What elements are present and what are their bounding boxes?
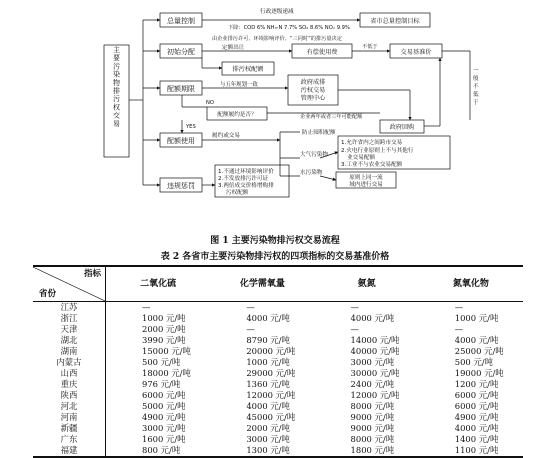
enough-label: 配额履约是否？ — [217, 112, 257, 118]
root-char: 污 — [113, 62, 120, 71]
value-cell: 800 元/吨 — [106, 445, 211, 457]
value-cell: — — [454, 302, 464, 313]
root-label — [113, 45, 120, 128]
value-cell: 1000 元/吨 — [142, 313, 186, 324]
corner-top-label: 指标 — [83, 269, 101, 279]
gov-center-line: 污权交易 — [300, 87, 326, 94]
price-table — [33, 265, 523, 458]
table-row — [33, 434, 523, 445]
value-cell: — — [454, 324, 464, 335]
paid-label: 有偿使用费 — [306, 49, 338, 56]
table-row — [33, 445, 523, 457]
province-cell: 河南 — [33, 412, 106, 423]
side-char: 于 — [473, 100, 479, 106]
trade-base-label: 交易基准价 — [400, 49, 432, 56]
value-cell: 29000 元/吨 — [246, 368, 296, 379]
value-cell: — — [350, 302, 359, 313]
col-header: 二氧化硫 — [106, 266, 211, 302]
value-cell: 4900 元/吨 — [454, 412, 499, 423]
col-header: 化学需氧量 — [210, 266, 314, 302]
root-char: 污 — [113, 95, 120, 104]
value-cell: 1600 元/吨 — [142, 434, 186, 445]
same-basin-2: 域内进行交易 — [349, 182, 383, 188]
table-caption: 表 2 各省市主要污染物排污权的四项指标的交易基准价格 — [160, 252, 390, 262]
table-header-row — [33, 266, 523, 302]
value-cell: 12000 元/吨 — [246, 390, 296, 401]
admin-text: 行政逐级递减 — [260, 9, 294, 15]
root-char: 权 — [113, 103, 120, 112]
same-basin-1: 原则上同一流 — [349, 175, 383, 181]
root-char: 物 — [113, 78, 120, 87]
value-cell: 9000 元/吨 — [350, 423, 395, 434]
cross-rule-2b: 业交易配额 — [347, 155, 375, 161]
province-cell: 山西 — [33, 368, 106, 379]
penalty-2: 2.不发放排污许可证 — [218, 176, 269, 182]
province-cell: 广东 — [33, 434, 106, 445]
province-cell: 天津 — [33, 324, 106, 335]
penalty-1: 1.不通过环境影响评价 — [218, 169, 274, 175]
value-cell: 3000 元/吨 — [246, 434, 290, 445]
value-cell: 14000 元/吨 — [350, 335, 400, 346]
value-cell: 3000 元/吨 — [142, 423, 186, 434]
figure-caption: 图 1 主要污染物排污权交易流程 — [210, 236, 340, 246]
value-cell: 20000 元/吨 — [246, 346, 296, 357]
cross-rule-1: 1.允许省内之间跨市交易 — [341, 140, 403, 146]
value-cell: 3990 元/吨 — [142, 335, 186, 346]
value-cell: 1300 元/吨 — [210, 445, 314, 457]
province-cell: 浙江 — [33, 313, 106, 324]
value-cell: 4900 元/吨 — [142, 412, 186, 423]
initial-label: 初始分配 — [167, 48, 195, 56]
use-label: 配额使用 — [167, 137, 195, 145]
corner-header — [33, 266, 106, 302]
value-cell: 25000 元/吨 — [454, 346, 504, 357]
province-cell: 重庆 — [33, 379, 106, 390]
yes-text: YES — [186, 124, 196, 130]
province-cell: 江苏 — [33, 302, 106, 314]
province-cell: 内蒙古 — [33, 357, 106, 368]
value-cell: 2000 元/吨 — [246, 423, 290, 434]
col-header: 氨氮 — [315, 266, 419, 302]
value-cell: 976 元/吨 — [142, 379, 181, 390]
cross-rule-2: 2.火电行业原则上不与其他行 — [341, 148, 414, 154]
value-cell: 40000 元/吨 — [350, 346, 400, 357]
value-cell: 4000 元/吨 — [246, 401, 290, 412]
gov-center-line: 管理中心 — [300, 95, 326, 102]
target-label: 省市总量控制目标 — [370, 18, 420, 25]
table-row — [33, 401, 523, 412]
root-char: 排 — [113, 87, 120, 95]
value-cell: 4000 元/吨 — [350, 313, 395, 324]
not-low-text: 不低于 — [362, 44, 378, 50]
value-cell: 19000 元/吨 — [454, 368, 504, 379]
side-char: 般 — [473, 76, 479, 82]
perform-text: 履约或交易 — [212, 133, 240, 139]
table-row — [33, 379, 523, 390]
table-row — [33, 302, 523, 314]
quota-label: 配额期限 — [167, 85, 195, 93]
value-cell: 45000 元/吨 — [246, 412, 296, 423]
table-row — [33, 390, 523, 401]
value-cell: 1200 元/吨 — [454, 379, 499, 390]
value-cell: 500 元/吨 — [454, 357, 493, 368]
no-text: NO — [206, 100, 214, 106]
stable-text: 防止囤积配额 — [302, 130, 336, 136]
surplus-text: 企业两年或者三年可能配额 — [300, 114, 363, 120]
value-cell: 5000 元/吨 — [142, 401, 186, 412]
fixed-text: 定额出让 — [222, 45, 245, 51]
value-cell: 1800 元/吨 — [315, 445, 419, 457]
value-cell: — — [142, 302, 151, 313]
corner-bottom-label: 省份 — [39, 288, 57, 299]
root-char: 交 — [113, 111, 120, 120]
value-cell: 6000 元/吨 — [454, 401, 499, 412]
five-year-text: 与五年规划一致 — [220, 82, 258, 88]
value-cell: 9000 元/吨 — [350, 412, 395, 423]
table-row — [33, 335, 523, 346]
total-label: 总量控制 — [167, 17, 195, 25]
by-ent-text: 由企业排污许可、环境影响评价、“三同时”的排污量决定 — [212, 36, 342, 42]
value-cell: — — [246, 302, 255, 313]
table-row — [33, 346, 523, 357]
side-char: 不 — [473, 84, 479, 90]
gov-center-line: 政府成排 — [300, 79, 326, 86]
value-cell: 2400 元/吨 — [350, 379, 395, 390]
value-cell: 1360 元/吨 — [246, 379, 290, 390]
root-char: 要 — [113, 54, 120, 63]
province-cell: 福建 — [33, 445, 106, 457]
root-char: 染 — [113, 70, 120, 79]
root-char: 主 — [113, 46, 120, 54]
value-cell: 18000 元/吨 — [142, 368, 191, 379]
side-note — [473, 68, 479, 106]
province-cell: 新疆 — [33, 423, 106, 434]
value-cell: — — [246, 324, 255, 335]
province-cell: 河北 — [33, 401, 106, 412]
value-cell: 8000 元/吨 — [350, 401, 395, 412]
value-cell: 4000 元/吨 — [246, 313, 290, 324]
root-char: 易 — [113, 119, 120, 128]
cross-rule-3: 3.工业不与农业交易配额 — [341, 162, 403, 168]
value-cell: 1000 元/吨 — [454, 313, 499, 324]
value-cell: 6000 元/吨 — [142, 390, 186, 401]
value-cell: 3000 元/吨 — [350, 357, 395, 368]
value-cell: 1100 元/吨 — [419, 445, 523, 457]
value-cell: — — [350, 324, 359, 335]
table-row — [33, 313, 523, 324]
value-cell: 15000 元/吨 — [142, 346, 191, 357]
col-header: 氮氧化物 — [419, 266, 523, 302]
side-char: 低 — [473, 92, 479, 98]
fee-label: 违规惩罚 — [167, 182, 195, 190]
value-cell: 8790 元/吨 — [246, 335, 290, 346]
province-cell: 陕西 — [33, 390, 106, 401]
gov-buy-label: 政府回购 — [389, 124, 415, 131]
water-text: 水污染物 — [300, 170, 323, 176]
value-cell: 8000 元/吨 — [350, 434, 395, 445]
penalty-3: 3.两倍成交价格增购排 — [218, 183, 274, 189]
value-cell: 4000 元/吨 — [454, 423, 499, 434]
value-cell: 6000 元/吨 — [454, 390, 499, 401]
province-cell: 湖北 — [33, 335, 106, 346]
value-cell: 1000 元/吨 — [246, 357, 290, 368]
value-cell: 30000 元/吨 — [350, 368, 400, 379]
table-row — [33, 357, 523, 368]
value-cell: 2000 元/吨 — [142, 324, 186, 335]
value-cell: 12000 元/吨 — [350, 390, 400, 401]
value-cell: 1400 元/吨 — [454, 434, 499, 445]
reduce-text: 下降：COD 6% NH₃-N 7.7% SO₂ 8.6% NOₓ 9.9% — [228, 25, 350, 31]
table-row — [33, 423, 523, 434]
penalty-3b: 污权配额 — [226, 190, 249, 196]
table-row — [33, 324, 523, 335]
air-text: 大气污染物 — [300, 152, 328, 158]
permit-label: 排污权配额 — [232, 66, 264, 73]
table-row — [33, 412, 523, 423]
province-cell: 湖南 — [33, 346, 106, 357]
table-row — [33, 368, 523, 379]
side-char: 一 — [473, 68, 479, 74]
value-cell: 500 元/吨 — [142, 357, 181, 368]
value-cell: 4000 元/吨 — [454, 335, 499, 346]
